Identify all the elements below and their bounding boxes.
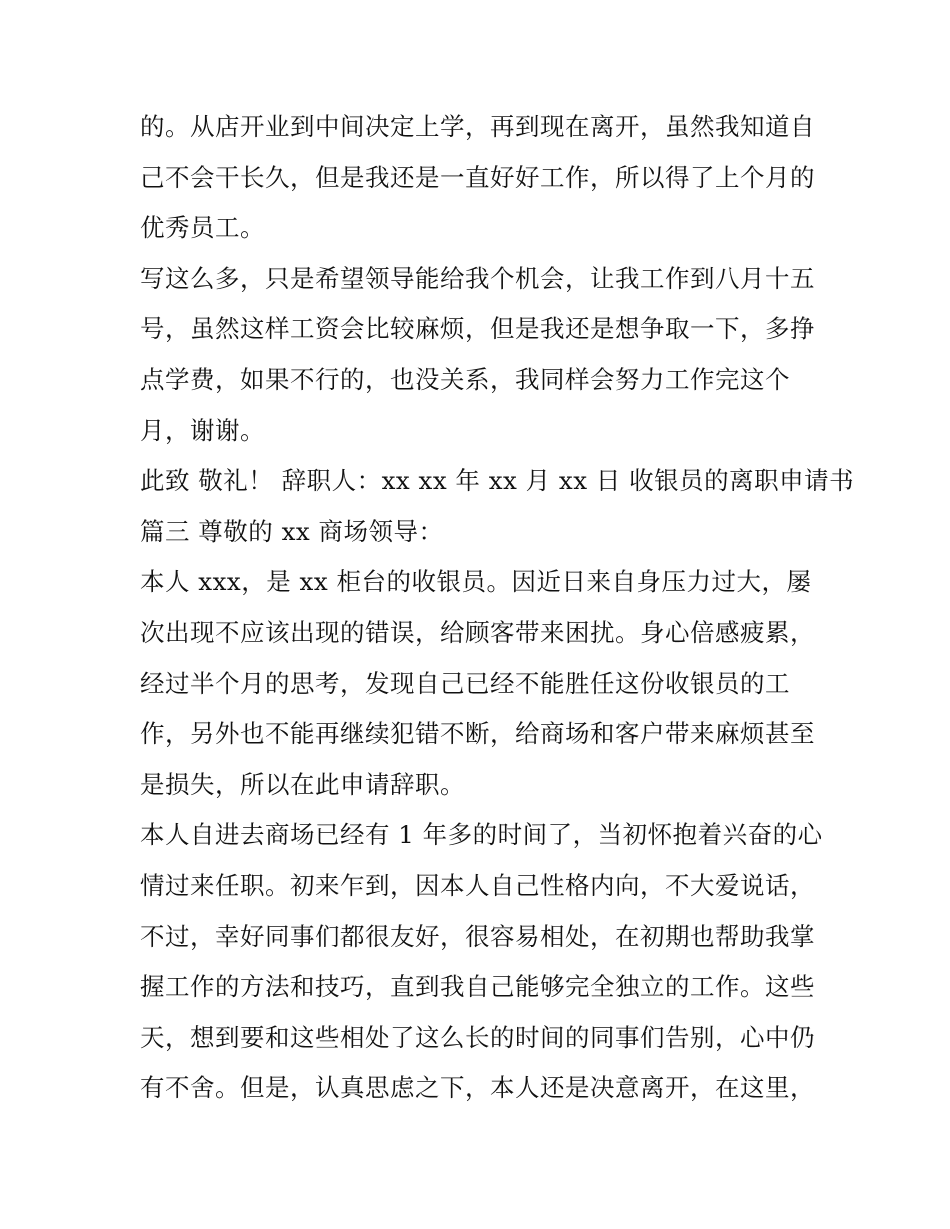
text-line: 此致 敬礼！ 辞职人：xx xx 年 xx 月 xx 日 收银员的离职申请书 (140, 466, 855, 496)
text-line: 点学费，如果不行的，也没关系，我同样会努力工作完这个 (140, 364, 790, 394)
text-line: 作，另外也不能再继续犯错不断，给商场和客户带来麻烦甚至 (140, 719, 815, 749)
text-line: 是损失，所以在此申请辞职。 (140, 769, 465, 799)
text-line: 天，想到要和这些相处了这么长的时间的同事们告别，心中仍 (140, 1022, 815, 1052)
text-line: 握工作的方法和技巧，直到我自己能够完全独立的工作。这些 (140, 972, 815, 1002)
text-line: 次出现不应该出现的错误，给顾客带来困扰。身心倍感疲累， (140, 617, 815, 647)
text-line: 月，谢谢。 (140, 415, 265, 445)
text-line: 经过半个月的思考，发现自己已经不能胜任这份收银员的工 (140, 668, 790, 698)
text-line: 本人 xxx，是 xx 柜台的收银员。因近日来自身压力过大，屡 (140, 567, 812, 597)
text-line: 号，虽然这样工资会比较麻烦，但是我还是想争取一下，多挣 (140, 314, 815, 344)
document-body (140, 102, 855, 1114)
text-line: 情过来任职。初来乍到，因本人自己性格内向，不大爱说话， (140, 870, 815, 900)
text-line: 有不舍。但是，认真思虑之下，本人还是决意离开，在这里， (140, 1073, 815, 1103)
text-line: 写这么多，只是希望领导能给我个机会，让我工作到八月十五 (140, 263, 815, 293)
text-line: 篇三 尊敬的 xx 商场领导： (140, 516, 444, 546)
text-line: 优秀员工。 (140, 213, 265, 243)
text-line: 不过，幸好同事们都很友好，很容易相处，在初期也帮助我掌 (140, 921, 815, 951)
text-line: 的。从店开业到中间决定上学，再到现在离开，虽然我知道自 (140, 112, 815, 141)
text-line: 本人自进去商场已经有 1 年多的时间了，当初怀抱着兴奋的心 (140, 820, 823, 850)
text-line: 己不会干长久，但是我还是一直好好工作，所以得了上个月的 (140, 162, 815, 192)
